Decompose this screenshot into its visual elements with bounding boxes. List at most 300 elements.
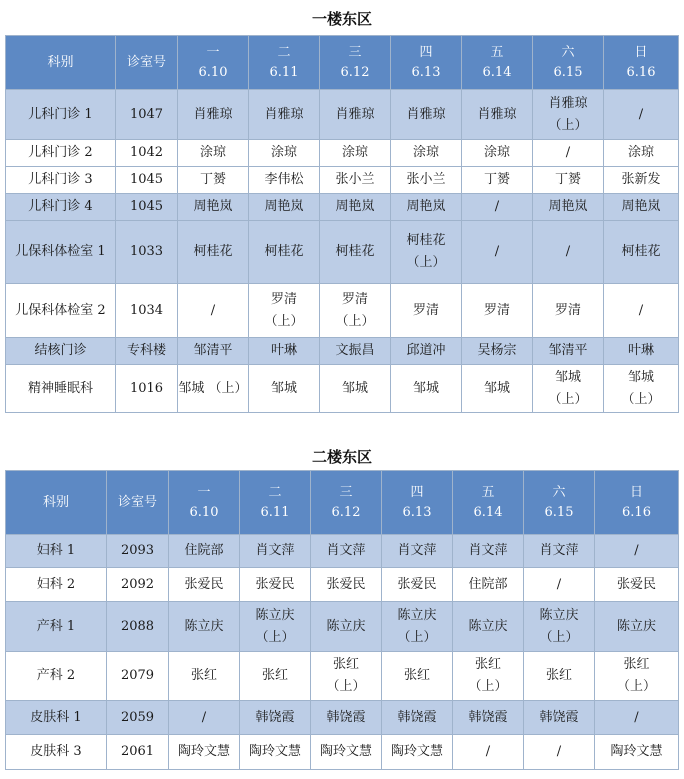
doctor-name: 邹城 [412,380,439,396]
doctor-name: 住院部 [468,576,508,592]
doctor-name: 肖文萍 [539,543,579,558]
doctor-cell [595,568,679,602]
doctor-cell [249,140,320,167]
doctor-cell [382,602,453,652]
table-row [6,90,679,140]
header-room: 诊室号 [116,36,178,90]
doctor-cell [178,338,249,365]
doctor-name: 张小兰 [406,172,446,187]
doctor-cell [533,221,604,284]
header-day [382,471,453,535]
doctor-name: 邹城 （上） [178,380,248,396]
header-row [6,471,679,535]
doctor-cell [169,535,240,568]
doctor-cell [391,167,462,194]
header-dept: 科别 [6,471,107,535]
room-cell: 1042 [116,140,178,167]
doctor-cell [533,365,604,413]
doctor-cell [240,535,311,568]
doctor-cell [462,90,533,140]
table-row [6,167,679,194]
section-floor1 [0,8,684,29]
dept-cell: 儿保科体检室 1 [6,221,116,284]
doctor-name: 韩饶霞 [326,709,366,725]
doctor-cell [382,652,453,701]
doctor-cell [595,701,679,735]
doctor-name: 肖雅琼 [477,106,517,122]
room-cell: 1045 [116,167,178,194]
header-day [533,36,604,90]
doctor-name: 韩饶霞 [397,709,437,725]
doctor-cell [382,735,453,770]
doctor-name: 邹城 [341,380,368,396]
doctor-cell [533,140,604,167]
doctor-cell [311,568,382,602]
doctor-name: / [634,543,639,558]
doctor-cell [524,568,595,602]
doctor-name: （上） [397,629,437,645]
doctor-name: 周艳岚 [406,199,446,214]
table-row [6,701,679,735]
doctor-name: 陶玲文慧 [248,744,301,759]
doctor-cell [524,701,595,735]
doctor-name: 肖文萍 [468,543,508,558]
date-label: 6.15 [544,504,574,520]
header-dept: 科别 [6,36,116,90]
doctor-cell [391,140,462,167]
doctor-cell [311,535,382,568]
doctor-name: 张红 [332,657,359,672]
doctor-cell [453,735,524,770]
doctor-cell [391,90,462,140]
dept-cell: 产科 1 [6,602,107,652]
dept-cell: 妇科 1 [6,535,107,568]
doctor-name: 罗清 [412,302,439,318]
doctor-name: 柯桂花 [335,244,375,259]
table-row [6,140,679,167]
doctor-cell [240,701,311,735]
doctor-name: 肖雅琼 [193,106,233,122]
doctor-name: （上） [335,313,375,329]
doctor-cell [311,735,382,770]
doctor-name: （上） [621,391,661,407]
doctor-cell [462,221,533,284]
doctor-name: 邹城 [627,369,654,385]
dept-cell: 儿保科体检室 2 [6,284,116,338]
doctor-cell [453,568,524,602]
doctor-cell [533,194,604,221]
room-cell: 2092 [107,568,169,602]
day-label: 四 [419,44,433,60]
doctor-name: / [565,145,571,160]
dept-cell: 产科 2 [6,652,107,701]
doctor-name: 涂琼 [483,145,510,160]
section-title: 二楼东区 [311,448,372,466]
doctor-name: （上） [468,679,508,694]
doctor-cell [169,602,240,652]
doctor-name: 罗清 [483,302,510,318]
doctor-cell [249,167,320,194]
doctor-name: 陈立庆 [397,607,437,623]
doctor-cell [169,735,240,770]
doctor-name: 柯桂花 [264,244,304,259]
doctor-name: 肖雅琼 [548,95,588,111]
doctor-name: 张红 [403,668,430,683]
header-room: 诊室号 [107,471,169,535]
doctor-name: 张新发 [621,172,661,187]
room-cell: 1033 [116,221,178,284]
date-label: 6.14 [482,64,512,80]
doctor-name: 陶玲文慧 [390,744,443,759]
date-label: 6.15 [553,64,583,80]
doctor-name: / [634,709,639,725]
doctor-cell [462,194,533,221]
table-row [6,735,679,770]
doctor-name: 张红 [545,668,572,683]
day-label: 日 [629,484,643,500]
header-day [391,36,462,90]
doctor-name: / [638,106,644,122]
day-label: 六 [561,44,575,60]
doctor-name: （上） [326,679,366,694]
doctor-cell [453,701,524,735]
doctor-name: 吴杨宗 [477,343,517,358]
dept-cell: 妇科 2 [6,568,107,602]
doctor-name: 张红 [474,657,501,672]
doctor-cell [382,535,453,568]
date-label: 6.10 [189,504,219,520]
doctor-cell [240,652,311,701]
doctor-name: 罗清 [270,291,297,307]
day-label: 二 [277,44,291,60]
room-cell: 1034 [116,284,178,338]
doctor-cell [453,602,524,652]
doctor-cell [524,602,595,652]
table-row [6,194,679,221]
doctor-name: 张爱民 [255,576,295,592]
header-day [462,36,533,90]
header-day [524,471,595,535]
doctor-name: 周艳岚 [621,199,661,214]
doctor-name: 丁赟 [483,172,510,187]
doctor-name: （上） [255,629,295,645]
doctor-cell [249,284,320,338]
header-day [453,471,524,535]
doctor-cell [249,221,320,284]
header-day [249,36,320,90]
doctor-name: 叶琳 [270,343,297,358]
room-cell: 1045 [116,194,178,221]
date-label: 6.12 [331,504,361,520]
header-day [320,36,391,90]
room-cell: 2088 [107,602,169,652]
doctor-name: 涂琼 [270,145,297,160]
doctor-cell [391,194,462,221]
doctor-cell [604,338,679,365]
doctor-name: 张红 [261,668,288,683]
doctor-cell [533,90,604,140]
dept-cell: 结核门诊 [6,338,116,365]
doctor-name: 邹城 [483,380,510,396]
room-cell: 2079 [107,652,169,701]
day-label: 二 [268,484,282,500]
doctor-cell [249,338,320,365]
doctor-name: （上） [539,629,579,645]
table-row [6,652,679,701]
doctor-name: 周艳岚 [193,199,233,214]
day-label: 四 [410,484,424,500]
doctor-cell [391,365,462,413]
doctor-cell [604,194,679,221]
doctor-cell [178,284,249,338]
doctor-name: 邱道冲 [406,343,446,358]
doctor-name: 周艳岚 [264,199,304,214]
date-label: 6.12 [340,64,370,80]
doctor-cell [320,338,391,365]
doctor-cell [595,652,679,701]
doctor-cell [533,338,604,365]
day-label: 五 [481,484,495,500]
date-label: 6.13 [411,64,441,80]
doctor-cell [311,701,382,735]
doctor-name: / [565,244,571,259]
doctor-cell [382,568,453,602]
day-label: 三 [348,44,362,60]
doctor-name: 丁赟 [554,172,581,187]
doctor-name: 张爱民 [397,576,437,592]
table-row [6,284,679,338]
doctor-cell [320,194,391,221]
date-label: 6.11 [269,64,299,80]
doctor-name: 邹城 [270,380,297,396]
doctor-name: 陈立庆 [255,607,295,623]
doctor-name: 韩饶霞 [468,709,508,725]
doctor-name: 张小兰 [335,172,375,187]
doctor-name: 柯桂花 [621,244,661,259]
doctor-cell [311,652,382,701]
doctor-cell [453,652,524,701]
date-label: 6.14 [473,504,503,520]
doctor-cell [169,652,240,701]
doctor-name: 张红 [190,668,217,683]
doctor-name: 李伟松 [264,172,304,187]
doctor-cell [391,338,462,365]
header-row [6,36,679,90]
doctor-name: 陶玲文慧 [177,744,230,759]
doctor-cell [320,221,391,284]
doctor-cell [462,140,533,167]
doctor-cell [320,365,391,413]
doctor-cell [604,365,679,413]
doctor-cell [178,221,249,284]
doctor-name: （上） [548,391,588,407]
doctor-name: 陈立庆 [468,618,508,634]
doctor-cell [178,194,249,221]
doctor-cell [240,735,311,770]
doctor-name: 住院部 [184,543,224,558]
doctor-name: 丁赟 [199,172,226,187]
date-label: 6.11 [260,504,290,520]
doctor-name: 陶玲文慧 [610,744,663,759]
doctor-name: （上） [406,255,446,270]
doctor-name: 柯桂花 [193,244,233,259]
doctor-cell [178,365,249,413]
doctor-cell [178,90,249,140]
doctor-name: 韩饶霞 [539,709,579,725]
doctor-name: 陈立庆 [184,618,224,634]
doctor-name: 张爱民 [326,576,366,592]
doctor-name: 涂琼 [199,145,226,160]
doctor-name: 罗清 [341,291,368,307]
doctor-name: 周艳岚 [335,199,375,214]
doctor-cell [320,140,391,167]
doctor-name: 张红 [623,657,650,672]
table-row [6,568,679,602]
doctor-cell [524,652,595,701]
table-row [6,338,679,365]
doctor-cell [169,701,240,735]
doctor-name: 肖雅琼 [406,106,446,122]
doctor-name: 涂琼 [627,145,654,160]
header-day [595,471,679,535]
header-day [311,471,382,535]
header-day [178,36,249,90]
room-cell: 2093 [107,535,169,568]
date-label: 6.10 [198,64,228,80]
room-cell: 1016 [116,365,178,413]
day-label: 日 [634,44,648,60]
doctor-cell [604,221,679,284]
doctor-cell [604,140,679,167]
doctor-cell [595,602,679,652]
doctor-name: 肖雅琼 [264,106,304,122]
doctor-name: 罗清 [554,302,581,318]
doctor-name: 涂琼 [341,145,368,160]
room-cell: 2061 [107,735,169,770]
doctor-cell [462,284,533,338]
doctor-name: 叶琳 [627,343,654,358]
doctor-cell [524,735,595,770]
doctor-name: （上） [616,679,656,694]
dept-cell: 儿科门诊 2 [6,140,116,167]
doctor-name: 文振昌 [335,343,375,358]
doctor-cell [311,602,382,652]
doctor-name: / [494,199,500,214]
doctor-cell [604,284,679,338]
dept-cell: 儿科门诊 3 [6,167,116,194]
doctor-cell [320,90,391,140]
doctor-cell [169,568,240,602]
doctor-name: 陈立庆 [539,607,579,623]
table-row [6,535,679,568]
doctor-name: （上） [548,117,588,133]
doctor-cell [382,701,453,735]
doctor-cell [595,735,679,770]
doctor-cell [524,535,595,568]
doctor-cell [453,535,524,568]
date-label: 6.16 [626,64,656,80]
doctor-cell [391,221,462,284]
doctor-name: 肖雅琼 [335,106,375,122]
doctor-cell [604,167,679,194]
doctor-cell [240,568,311,602]
schedule-table-floor2 [5,470,679,770]
doctor-name: （上） [264,313,304,329]
doctor-cell [595,535,679,568]
doctor-cell [320,167,391,194]
doctor-name: 邹清平 [548,343,588,358]
doctor-cell [533,167,604,194]
table-row [6,221,679,284]
day-label: 六 [552,484,566,500]
table-row [6,602,679,652]
day-label: 一 [197,484,211,500]
doctor-cell [391,284,462,338]
dept-cell: 精神睡眠科 [6,365,116,413]
table-row [6,365,679,413]
schedule-table-floor1 [5,35,679,413]
doctor-name: / [638,302,644,318]
doctor-name: 涂琼 [412,145,439,160]
doctor-name: 肖文萍 [255,543,295,558]
doctor-name: 邹清平 [193,343,233,358]
doctor-cell [462,167,533,194]
doctor-name: 周艳岚 [548,199,588,214]
doctor-cell [249,365,320,413]
date-label: 6.16 [622,504,651,520]
doctor-name: 韩饶霞 [255,709,295,725]
doctor-cell [462,365,533,413]
doctor-name: / [556,576,562,592]
doctor-name: 陈立庆 [326,618,366,634]
doctor-name: 邹城 [554,369,581,385]
doctor-cell [240,602,311,652]
doctor-name: / [556,744,562,759]
doctor-name: 肖文萍 [397,543,437,558]
doctor-name: / [210,302,216,318]
section-title: 一楼东区 [311,10,372,28]
room-cell: 2059 [107,701,169,735]
doctor-name: / [485,744,491,759]
dept-cell: 皮肤科 1 [6,701,107,735]
doctor-name: 张爱民 [184,576,224,592]
doctor-name: / [201,709,207,725]
doctor-cell [604,90,679,140]
doctor-cell [178,167,249,194]
doctor-cell [533,284,604,338]
doctor-name: 柯桂花 [406,233,446,248]
day-label: 五 [490,44,504,60]
doctor-name: 张爱民 [616,576,656,592]
day-label: 一 [206,44,220,60]
doctor-name: / [494,244,500,259]
doctor-cell [320,284,391,338]
doctor-cell [249,90,320,140]
header-day [604,36,679,90]
dept-cell: 儿科门诊 4 [6,194,116,221]
header-day [240,471,311,535]
room-cell: 专科楼 [116,338,178,365]
date-label: 6.13 [402,504,432,520]
doctor-name: 陶玲文慧 [319,744,372,759]
dept-cell: 儿科门诊 1 [6,90,116,140]
header-day [169,471,240,535]
room-cell: 1047 [116,90,178,140]
dept-cell: 皮肤科 3 [6,735,107,770]
doctor-cell [178,140,249,167]
section-floor2 [0,446,684,467]
doctor-cell [249,194,320,221]
